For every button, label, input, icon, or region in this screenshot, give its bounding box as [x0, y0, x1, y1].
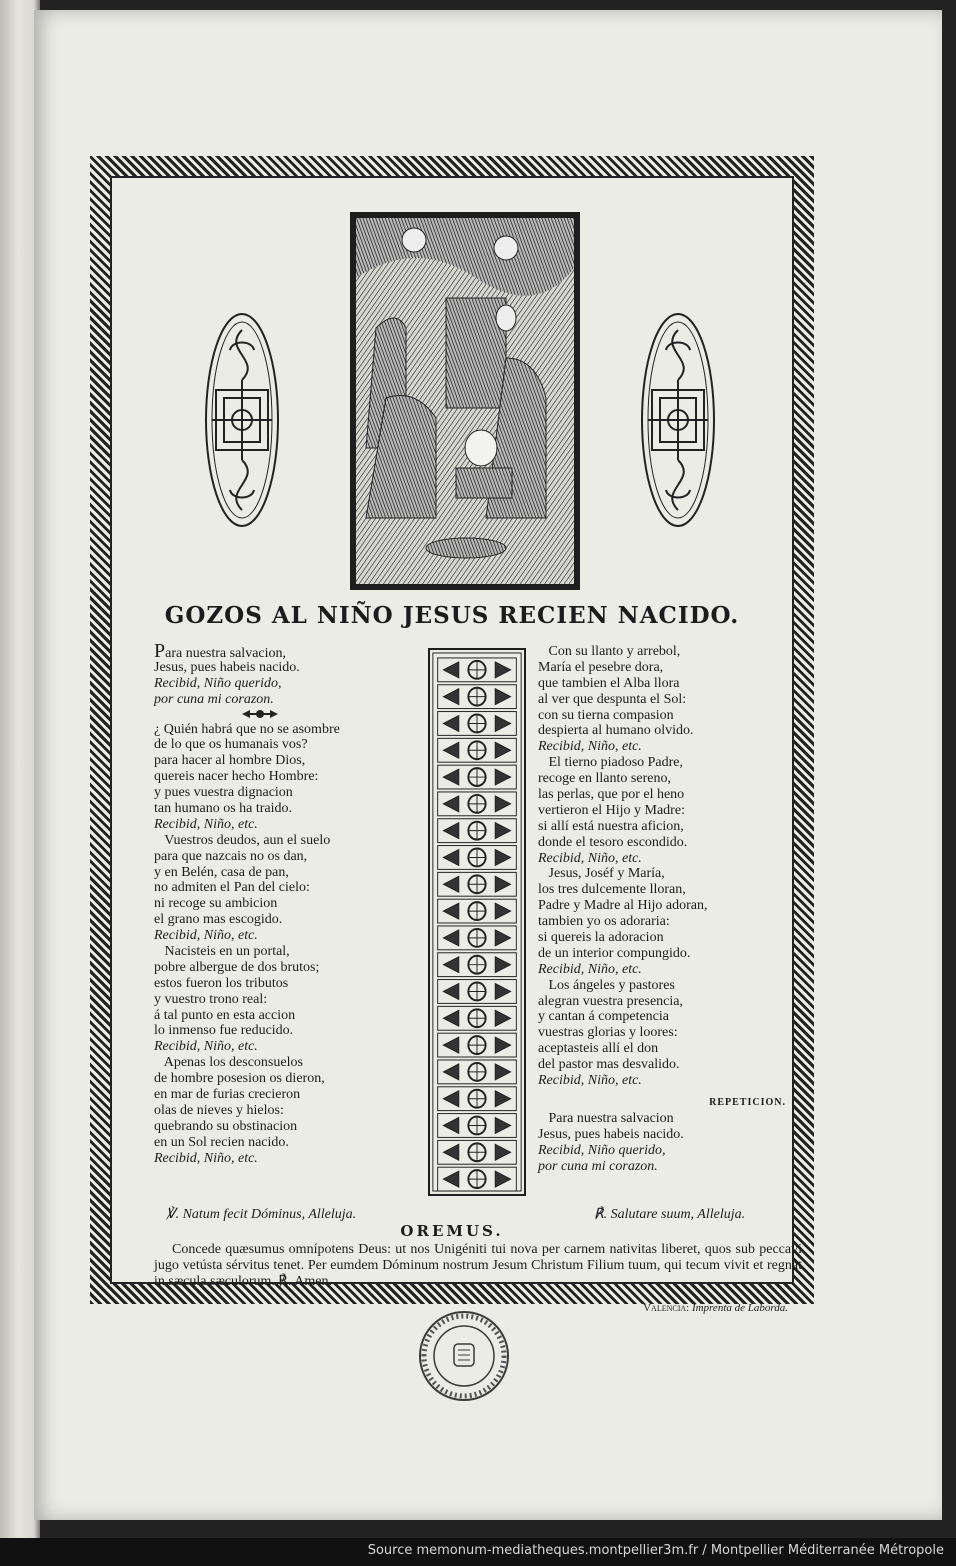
left-verse-line: y vuestro trono real: — [154, 991, 268, 1007]
left-verse-line: quereis nacer hecho Hombre: — [154, 769, 319, 785]
versicle: ℣. Natum fecit Dóminus, Alleluja. — [166, 1207, 357, 1222]
document-sheet — [34, 10, 942, 1520]
right-verse-line: recoge en llanto sereno, — [538, 771, 671, 787]
right-verse-line: Los ángeles y pastores — [538, 977, 675, 993]
left-verse-line: Recibid, Niño, etc. — [154, 816, 258, 832]
prayer-text: Concede quæsumus omnípotens Deus: ut nos Unigéniti tui nova per carnem nativitas liberet, quos sub peccavi jugo vetústa sérvitus tenet. Per eumdem Dóminum nostrum Jesum Christum Filium tuum, qui tecum vivit et regnat in sæcula sæculorum. ℟. Amen. — [154, 1242, 802, 1289]
right-verse-line: Con su llanto y arrebol, — [538, 644, 681, 659]
oremus-heading: OREMUS. — [400, 1222, 504, 1240]
left-verse-line: no admiten el Pan del cielo: — [154, 880, 310, 896]
left-verse-line: lo inmenso fue reducido. — [154, 1023, 294, 1039]
left-verse-line: Recibid, Niño, etc. — [154, 1039, 258, 1055]
right-verse-line: tambien yo os adoraria: — [538, 914, 670, 930]
verse-column-left — [154, 640, 416, 1167]
ornament-left — [202, 310, 282, 530]
left-verse-line: Nacisteis en un portal, — [154, 944, 290, 960]
right-verse-line: vertieron el Hijo y Madre: — [538, 802, 685, 818]
printer-name: Imprenta de Laborda. — [691, 1302, 788, 1314]
left-verse-line: para que nazcais no os dan, — [154, 848, 308, 864]
printer-place: Valencia: — [643, 1302, 690, 1314]
right-verse-line: vuestras glorias y loores: — [538, 1025, 678, 1041]
right-verse-line: Recibid, Niño, etc. — [538, 850, 642, 866]
page-title: GOZOS AL NIÑO JESUS RECIEN NACIDO. — [164, 602, 740, 629]
right-verse-line: aceptasteis allí el don — [538, 1041, 659, 1057]
right-verse-line: Para nuestra salvacion — [538, 1110, 674, 1126]
left-verse-line: á tal punto en esta accion — [154, 1007, 296, 1023]
left-verse-line: Para nuestra salvacion, — [154, 640, 287, 662]
left-verse-line: y en Belén, casa de pan, — [154, 864, 289, 880]
right-verse-line: Recibid, Niño, etc. — [538, 1073, 642, 1089]
left-verse-line: pobre albergue de dos brutos; — [154, 959, 320, 975]
right-verse-line: despierta al humano olvido. — [538, 723, 694, 739]
left-verse-line: ni recoge su ambicion — [154, 896, 278, 912]
library-stamp — [416, 1308, 512, 1404]
left-verse-line: Recibid, Niño, etc. — [154, 928, 258, 944]
right-verse-line: donde el tesoro escondido. — [538, 834, 688, 850]
left-verse-line: olas de nieves y hielos: — [154, 1102, 284, 1118]
right-verse-line: Recibid, Niño querido, — [538, 1142, 666, 1158]
left-verse-line: quebrando su obstinacion — [154, 1118, 298, 1134]
left-verse-line: en un Sol recien nacido. — [154, 1134, 289, 1150]
right-verse-line: las perlas, que por el heno — [538, 787, 685, 803]
left-verse-line: Recibid, Niño, etc. — [154, 1150, 258, 1166]
decorative-border — [90, 156, 814, 1314]
left-verse-line: de lo que os humanais vos? — [154, 737, 308, 753]
left-verse-line: Jesus, pues habeis nacido. — [154, 659, 300, 675]
footer-bar — [0, 1538, 956, 1566]
nativity-woodcut — [350, 212, 580, 590]
right-verse-line: que tambien el Alba llora — [538, 675, 680, 691]
right-verse-line: Jesus, pues habeis nacido. — [538, 1126, 684, 1142]
right-verse-line: si quereis la adoracion — [538, 930, 664, 946]
right-verse-line: El tierno piadoso Padre, — [538, 755, 684, 771]
left-verse-line: Recibid, Niño querido, — [154, 675, 282, 691]
right-verse-line: del pastor mas desvalido. — [538, 1057, 680, 1073]
left-verse-line: el grano mas escogido. — [154, 912, 283, 928]
right-verse-line: con su tierna compasion — [538, 707, 674, 723]
ornament-right — [638, 310, 718, 530]
right-verse-line: si allí está nuestra aficion, — [538, 818, 684, 834]
left-verse-line: estos fueron los tributos — [154, 975, 289, 991]
right-verse-line: Recibid, Niño, etc. — [538, 739, 642, 755]
right-verse-line: por cuna mi corazon. — [538, 1158, 658, 1174]
right-verse-line: y cantan á competencia — [538, 1009, 669, 1025]
left-verse-line: ¿ Quién habrá que no se asombre — [154, 721, 340, 737]
left-verse-line: de hombre posesion os dieron, — [154, 1071, 325, 1087]
left-verse-ornament — [154, 708, 416, 722]
left-verse-line: Apenas los desconsuelos — [154, 1055, 303, 1071]
left-verse-line: para hacer al hombre Dios, — [154, 753, 306, 769]
left-verse-line: tan humano os ha traido. — [154, 801, 293, 817]
right-verse-line: María el pesebre dora, — [538, 659, 664, 675]
left-verse-line: y pues vuestra dignacion — [154, 785, 293, 801]
central-ornamental-band — [428, 648, 526, 1196]
right-verse-line: al ver que despunta el Sol: — [538, 691, 687, 707]
right-verse-line: Jesus, Joséf y María, — [538, 866, 665, 882]
right-verse-line: los tres dulcemente lloran, — [538, 882, 686, 898]
right-verse-line: Recibid, Niño, etc. — [538, 961, 642, 977]
right-verse-line: Padre y Madre al Hijo adoran, — [538, 898, 708, 914]
right-verse-line: de un interior compungido. — [538, 945, 691, 961]
right-verse-line: alegran vuestra presencia, — [538, 993, 683, 1009]
response: ℟. Salutare suum, Alleluja. — [594, 1207, 746, 1222]
left-verse-line: por cuna mi corazon. — [154, 691, 274, 707]
source-credit: Source memonum-mediatheques.montpellier3m.fr / Montpellier Méditerranée Métropole — [367, 1543, 944, 1558]
left-verse-line: Vuestros deudos, aun el suelo — [154, 832, 331, 848]
right-verse-heading: REPETICION. — [709, 1096, 786, 1108]
left-verse-line: en mar de furias crecieron — [154, 1087, 301, 1103]
verse-column-right — [538, 644, 800, 1175]
